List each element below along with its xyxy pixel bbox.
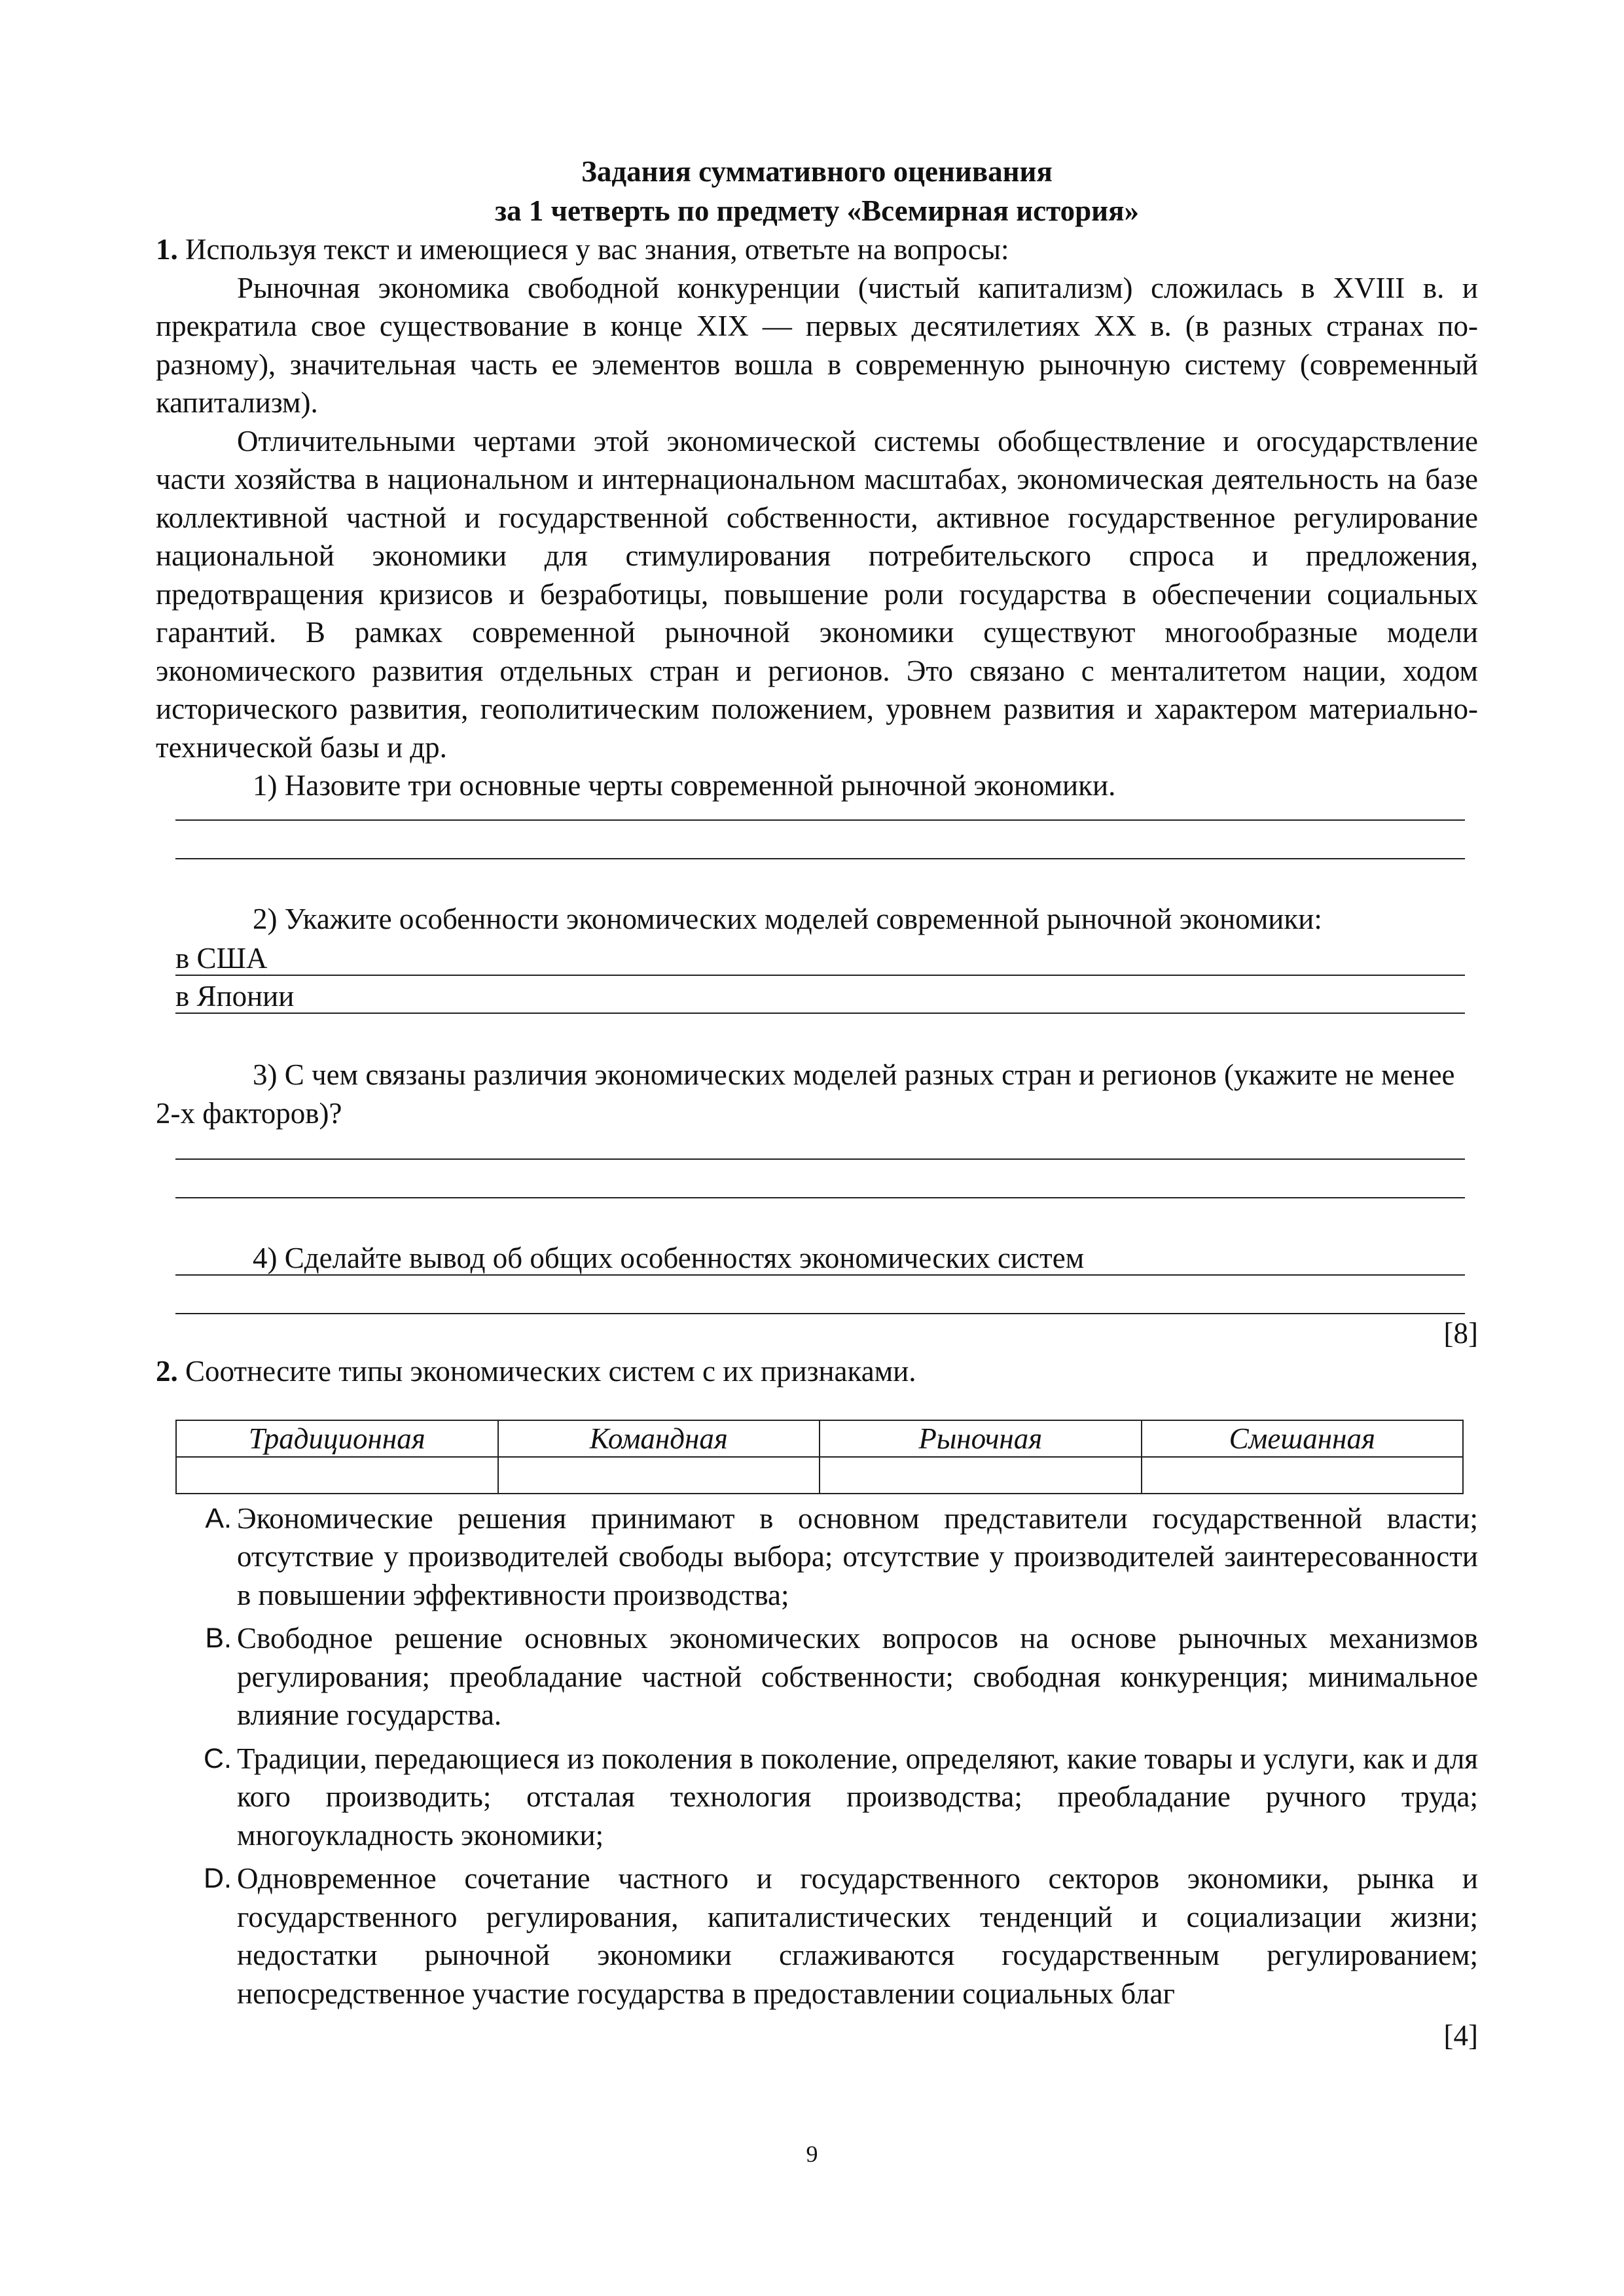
answer-cell-mixed[interactable] (1142, 1457, 1464, 1494)
task2-score: [4] (1443, 2019, 1478, 2052)
task1-question-3: 3) С чем связаны различия экономических моделей разных стран и регионов (укажите не менее 2-х факторов)? (156, 1058, 1455, 1130)
task1-instruction (156, 230, 1478, 269)
title-line-1: Задания суммативного оценивания (581, 155, 1053, 188)
option-text: Одновременное сочетание частного и государственного секторов экономики, рынка и государственного регулирования, капиталистических тенденций и социализации жизни; недостатки рыночной экономики сглаживаются государственным регулированием; непосредственное участие государства в предоставлении социальных благ (237, 1862, 1478, 2010)
option-letter: B. (205, 1623, 232, 1654)
worksheet-page (156, 152, 1478, 2054)
column-header-command: Командная (498, 1420, 820, 1457)
matching-table (175, 1420, 1464, 1494)
matching-table-header-row (176, 1420, 1463, 1457)
task1-question-1: 1) Назовите три основные черты современной рыночной экономики. (253, 769, 1116, 802)
option-list (156, 1499, 1478, 2013)
task1-paragraph-2: Отличительными чертами этой экономической системы обобществление и огосударствление части хозяйства в национальном и интернациональном масштабах, экономическая деятельность на базе коллективной частной и государственной собственности, активное государственное регулирование национальной экономики для стимулирования потребительского спроса и предложения, предотвращения кризисов и безработицы, повышение роли государства в обеспечении социальных гарантий. В рамках современной рыночной экономики существуют многообразные модели экономического развития отдельных стран и регионов. Это связано с менталитетом нации, ходом исторического развития, геополитическим положением, уровнем развития и характером материально-технической базы и др. (156, 424, 1478, 764)
task1-question-4: 4) Сделайте вывод об общих особенностях экономических систем (253, 1242, 1085, 1274)
task2-number: 2. (156, 1355, 178, 1388)
title-line-2: за 1 четверть по предмету «Всемирная история» (495, 194, 1139, 227)
task1-question-2: 2) Укажите особенности экономических моделей современной рыночной экономики: (253, 902, 1322, 935)
answer-line-usa[interactable] (175, 938, 1465, 976)
option-d (156, 1859, 1478, 2013)
answer-label-japan: в Японии (175, 980, 295, 1013)
column-header-mixed: Смешанная (1142, 1420, 1464, 1457)
task1-number: 1. (156, 233, 178, 266)
option-c (156, 1740, 1478, 1855)
task2-instruction-text: Соотнесите типы экономических систем с их признаками. (177, 1355, 916, 1388)
page-number: 9 (806, 2141, 818, 2167)
option-letter: A. (205, 1502, 232, 1534)
column-header-market: Рыночная (820, 1420, 1142, 1457)
matching-table-answer-row (176, 1457, 1463, 1494)
answer-line-japan[interactable] (175, 976, 1465, 1014)
option-b (156, 1619, 1478, 1734)
option-letter: D. (204, 1863, 232, 1894)
option-text: Экономические решения принимают в основном представители государственной власти; отсутствие у производителей свободы выбора; отсутствие у производителей заинтересованности в повышении эффективности производства; (237, 1501, 1478, 1611)
answer-label-usa: в США (175, 942, 268, 975)
option-text: Традиции, передающиеся из поколения в поколение, определяют, какие товары и услуги, как и для кого производить; отсталая технология производства; преобладание ручного труда; многоукладность экономики; (237, 1742, 1478, 1852)
option-letter: C. (204, 1742, 232, 1774)
task1-paragraph-1: Рыночная экономика свободной конкуренции (чистый капитализм) сложилась в XVIII в. и прекратила свое существование в конце XIX — первых десятилетиях XX в. (в разных странах по-разному), значительная часть ее элементов вошла в современную рыночную систему (современный капитализм). (156, 271, 1478, 419)
column-header-traditional: Традиционная (176, 1420, 498, 1457)
answer-cell-command[interactable] (498, 1457, 820, 1494)
task1-question-4-line[interactable] (175, 1238, 1465, 1276)
task2-instruction (156, 1352, 1478, 1391)
option-text: Свободное решение основных экономических вопросов на основе рыночных механизмов регулирования; преобладание частной собственности; свободная конкуренция; минимальное влияние государства. (237, 1622, 1478, 1731)
answer-cell-market[interactable] (820, 1457, 1142, 1494)
task1-instruction-text: Используя текст и имеющиеся у вас знания, ответьте на вопросы: (177, 233, 1009, 266)
task1-score: [8] (1443, 1317, 1478, 1350)
answer-cell-traditional[interactable] (176, 1457, 498, 1494)
option-a (156, 1499, 1478, 1615)
